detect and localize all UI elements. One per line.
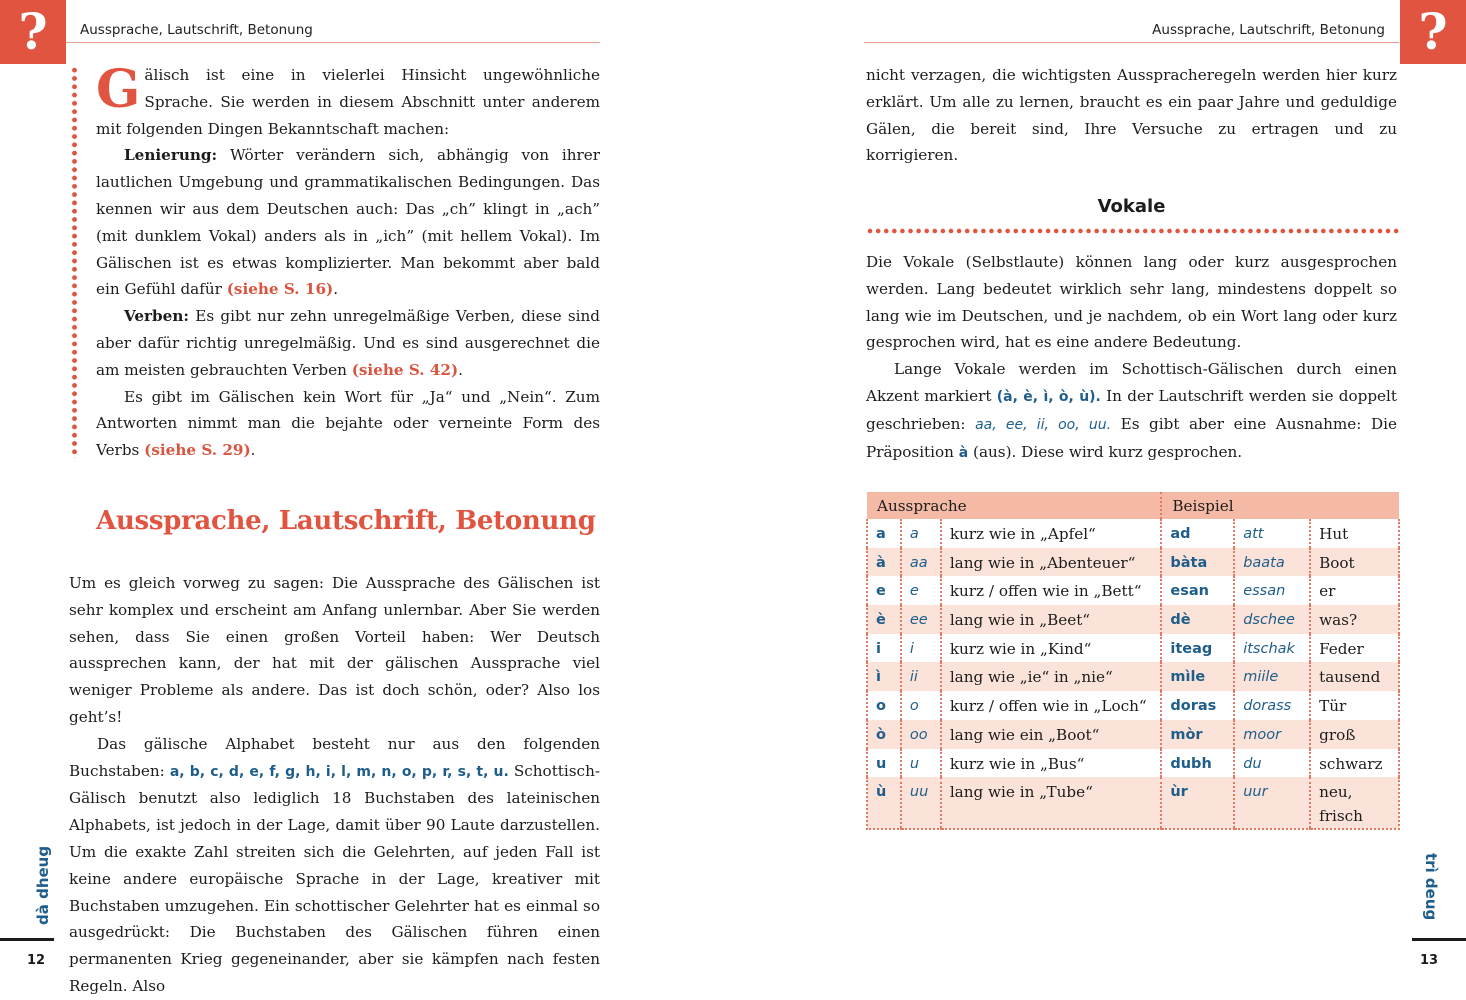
- example-meaning: schwarz: [1310, 749, 1399, 778]
- section-title: Aussprache, Lautschrift, Betonung: [96, 506, 596, 536]
- table-row: [867, 662, 1399, 691]
- vowel-lautschrift: aa: [901, 548, 941, 577]
- term-lenierung: Lenierung:: [124, 146, 218, 165]
- vowel-letter: ì: [867, 662, 901, 691]
- example-word: ùr: [1161, 777, 1234, 829]
- page-number: 13: [1420, 953, 1439, 968]
- drop-cap: G: [96, 59, 141, 120]
- vowel-letter: à: [867, 548, 901, 577]
- paragraph: Die Vokale (Selbstlaute) können lang oder kurz ausgesprochen werden. Lang bedeutet wirklich sehr lang, mindestens doppelt so lang wie im Deutschen, und je nachdem, ob ein Wort lang oder kurz gesprochen wird, hat es eine andere Bedeutung.: [866, 253, 1397, 352]
- example-word: doras: [1161, 691, 1234, 720]
- vowel-lautschrift: u: [901, 749, 941, 778]
- verben-paragraph: Verben: Es gibt nur zehn unregelmäßige Verben, diese sind aber dafür richtig unregelmäßig. Und es sind ausgerechnet die am meisten gebrauchten Verben (siehe S. 42).: [96, 307, 600, 379]
- vowel-letter: i: [867, 634, 901, 663]
- lenierung-paragraph: Lenierung: Wörter verändern sich, abhängig von ihrer lautlichen Umgebung und grammatikalischen Bedingungen. Das kennen wir aus dem Deutschen auch: Das „ch” klingt in „ach” (mit dunklem Vokal) anders als in „ich” (mit hellem Vokal). Im Gälischen ist es etwas komplizierter. Man bekommt aber bald ein Gefühl dafür (siehe S. 16).: [96, 146, 600, 299]
- main-text: [69, 570, 600, 1000]
- example-meaning: neu, frisch: [1310, 777, 1399, 829]
- table-row: [867, 548, 1399, 577]
- table-row: [867, 720, 1399, 749]
- example-meaning: er: [1310, 576, 1399, 605]
- vowel-lautschrift: a: [901, 519, 941, 548]
- table-row: [867, 749, 1399, 778]
- vowel-letter: u: [867, 749, 901, 778]
- pronunciation-description: lang wie in „Abenteuer“: [941, 548, 1162, 577]
- footer-rule: [0, 938, 54, 941]
- term-verben: Verben:: [124, 307, 189, 326]
- intro-box: [72, 59, 600, 464]
- question-mark-icon: ?: [0, 0, 66, 64]
- page-reference-link[interactable]: (siehe S. 29): [144, 441, 251, 460]
- example-lautschrift: du: [1234, 749, 1310, 778]
- example-lautschrift: baata: [1234, 548, 1310, 577]
- table-row: [867, 519, 1399, 548]
- pronunciation-description: lang wie „ie“ in „nie“: [941, 662, 1162, 691]
- example-word: mìle: [1161, 662, 1234, 691]
- dotted-rule: [866, 228, 1400, 234]
- example-word: iteag: [1161, 634, 1234, 663]
- example-lautschrift: moor: [1234, 720, 1310, 749]
- vowel-lautschrift: e: [901, 576, 941, 605]
- example-lautschrift: itschak: [1234, 634, 1310, 663]
- vowel-letter: a: [867, 519, 901, 548]
- preposition: à: [958, 444, 969, 461]
- paragraph: Lange Vokale werden im Schottisch-Gälischen durch einen Akzent markiert (à, è, ì, ò, ù). In der Lautschrift werden sie doppelt geschrieben: aa, ee, ii, oo, uu. Es gibt aber eine Ausnahme: Die Präposition à (aus). Diese wird kurz gesprochen.: [866, 360, 1397, 461]
- example-word: dubh: [1161, 749, 1234, 778]
- example-meaning: groß: [1310, 720, 1399, 749]
- example-meaning: Hut: [1310, 519, 1399, 548]
- vowel-table: [866, 492, 1400, 830]
- example-meaning: was?: [1310, 605, 1399, 634]
- running-head: Aussprache, Lautschrift, Betonung: [66, 22, 600, 43]
- accent-vowels: (à, è, ì, ò, ù).: [996, 388, 1101, 405]
- side-label: trì deug: [1422, 853, 1440, 921]
- running-head: Aussprache, Lautschrift, Betonung: [864, 22, 1399, 43]
- vowel-lautschrift: oo: [901, 720, 941, 749]
- example-lautschrift: uur: [1234, 777, 1310, 829]
- vowel-letter: è: [867, 605, 901, 634]
- continuation-paragraph: nicht verzagen, die wichtigsten Ausspracheregeln werden hier kurz erklärt. Um alle zu lernen, braucht es ein paar Jahre und geduldige Gälen, die bereit sind, Ihre Versuche zu ertragen und zu korrigieren.: [866, 66, 1397, 165]
- vowel-lautschrift: ee: [901, 605, 941, 634]
- vowel-lautschrift: o: [901, 691, 941, 720]
- table-row: [867, 605, 1399, 634]
- example-meaning: Boot: [1310, 548, 1399, 577]
- pronunciation-description: kurz / offen wie in „Loch“: [941, 691, 1162, 720]
- double-vowels: aa, ee, ii, oo, uu.: [975, 416, 1112, 433]
- example-lautschrift: essan: [1234, 576, 1310, 605]
- page-reference-link[interactable]: (siehe S. 42): [351, 360, 459, 379]
- intro-paragraph: Gälisch ist eine in vielerlei Hinsicht ungewöhnliche Sprache. Sie werden in diesem Abschnitt unter anderem mit folgenden Dingen Bekanntschaft machen:: [96, 59, 600, 138]
- example-word: esan: [1161, 576, 1234, 605]
- vowel-lautschrift: uu: [901, 777, 941, 829]
- example-meaning: tausend: [1310, 662, 1399, 691]
- example-word: dè: [1161, 605, 1234, 634]
- pronunciation-description: kurz / offen wie in „Bett“: [941, 576, 1162, 605]
- example-word: bàta: [1161, 548, 1234, 577]
- alphabet-letters: a, b, c, d, e, f, g, h, i, l, m, n, o, p, r, s, t, u.: [169, 763, 509, 780]
- ja-nein-paragraph: Es gibt im Gälischen kein Wort für „Ja“ und „Nein“. Zum Antworten nimmt man die bejahte oder verneinte Form des Verbs (siehe S. 29).: [96, 387, 600, 460]
- paragraph: Um es gleich vorweg zu sagen: Die Aussprache des Gälischen ist sehr komplex und erscheint am Anfang unlernbar. Aber Sie werden sehen, dass Sie einen großen Vorteil haben: Wer Deutsch aussprechen kann, der hat mit der gälischen Aussprache viel weniger Probleme als andere. Das ist doch schön, oder? Also los geht’s!: [69, 574, 600, 726]
- table-row: [867, 634, 1399, 663]
- example-lautschrift: dschee: [1234, 605, 1310, 634]
- header-beispiel: Beispiel: [1161, 492, 1399, 519]
- table-row: [867, 777, 1399, 829]
- vokale-text: [866, 249, 1397, 466]
- pronunciation-description: lang wie in „Tube“: [941, 777, 1162, 829]
- page-number: 12: [27, 953, 46, 968]
- example-meaning: Tür: [1310, 691, 1399, 720]
- table-row: [867, 576, 1399, 605]
- vowel-lautschrift: i: [901, 634, 941, 663]
- right-page: [733, 0, 1466, 1000]
- header-aussprache: Aussprache: [867, 492, 1161, 519]
- vowel-letter: ò: [867, 720, 901, 749]
- question-mark-icon: ?: [1400, 0, 1466, 64]
- vowel-letter: o: [867, 691, 901, 720]
- dotted-rule: [72, 66, 77, 458]
- table-row: [867, 691, 1399, 720]
- vokale-heading: Vokale: [1097, 196, 1166, 217]
- example-lautschrift: att: [1234, 519, 1310, 548]
- pronunciation-description: kurz wie in „Apfel“: [941, 519, 1162, 548]
- example-lautschrift: dorass: [1234, 691, 1310, 720]
- pronunciation-description: kurz wie in „Kind“: [941, 634, 1162, 663]
- pronunciation-description: lang wie in „Beet“: [941, 605, 1162, 634]
- side-label: dà dheug: [34, 845, 52, 925]
- vowel-letter: e: [867, 576, 901, 605]
- example-word: ad: [1161, 519, 1234, 548]
- pronunciation-description: lang wie ein „Boot“: [941, 720, 1162, 749]
- footer-rule: [1412, 938, 1466, 941]
- vowel-letter: ù: [867, 777, 901, 829]
- example-word: mòr: [1161, 720, 1234, 749]
- page-reference-link[interactable]: (siehe S. 16): [226, 280, 334, 299]
- example-lautschrift: miile: [1234, 662, 1310, 691]
- example-meaning: Feder: [1310, 634, 1399, 663]
- vowel-lautschrift: ii: [901, 662, 941, 691]
- alphabet-paragraph: Das gälische Alphabet besteht nur aus den folgenden Buchstaben: a, b, c, d, e, f, g, h, i, l, m, n, o, p, r, s, t, u. Schottisch-Gälisch benutzt also lediglich 18 Buchstaben des lateinischen Alphabets, ist jedoch in der Lage, damit über 90 Laute darzustellen. Um die exakte Zahl streiten sich die Gelehrten, auf jeden Fall ist keine andere europäische Sprache in der Lage, kreativer mit Buchstaben umzugehen. Ein schottischer Gelehrter hat es einmal so ausgedrückt: Die Buchstaben des Gälischen führen einen permanenten Krieg gegeneinander, aber sie kämpfen nach festen Regeln. Also: [69, 734, 600, 995]
- pronunciation-description: kurz wie in „Bus“: [941, 749, 1162, 778]
